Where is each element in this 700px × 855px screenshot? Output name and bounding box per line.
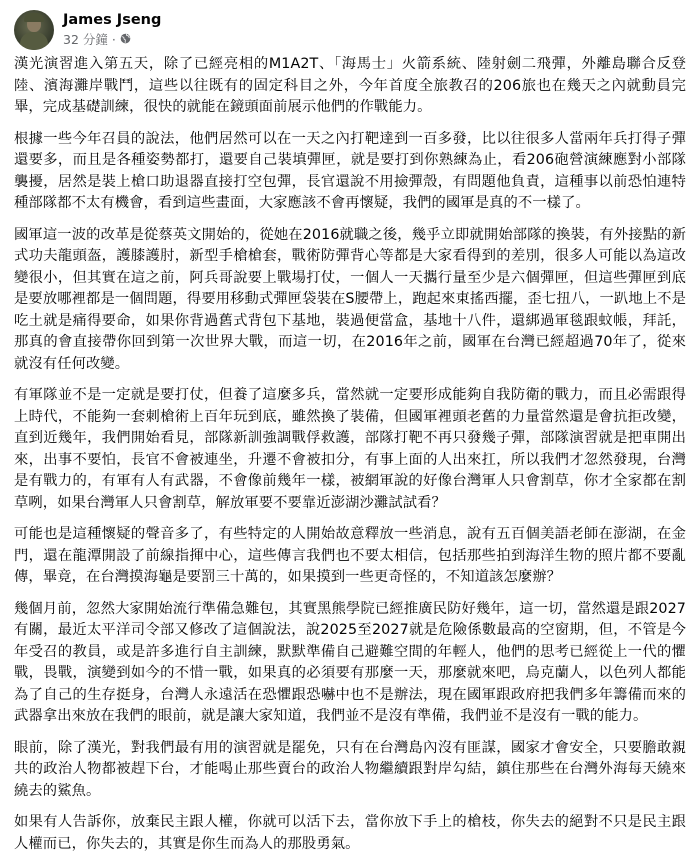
post-paragraph: 有軍隊並不是一定就是要打仗，但養了這麼多兵，當然就一定要形成能夠自我防衛的戰力，而且必需跟得上時代，不能夠一套刺槍術上百年玩到底，雖然換了裝備，但國軍裡頭老舊的力量當然還是會抗拒改變，直到近幾年，我們開始看見，部隊新訓強調戰俘救護，部隊打靶不再只發幾子彈，部隊演習就是把車開出來，出事不要怕，長官不會被連坐，升遷不會被扣分，有事上面的人出來扛，所以我們才忽然發現，台灣是有戰力的，有軍有人有武器，不會像前幾年一樣，被網軍說的好像台灣軍人只會割草，你才全家都在割草咧，如果台灣軍人只會割草，解放軍要不要靠近澎湖沙灘試試看？ <box>14 387 686 511</box>
post-timestamp[interactable]: 32 分鐘 <box>63 32 108 47</box>
post-header <box>14 0 686 54</box>
post-paragraph: 根據一些今年召員的說法，他們居然可以在一天之內打靶達到一百多發，比以往很多人當兩年兵打得子彈還要多，而且是各種姿勢都打，還要自己裝填彈匣，就是要打到你熟練為止，看206砲營演練應對小部隊襲擾，居然是裝上槍口助退器直接打空包彈，長官還說不用撿彈殼，有問題他負責，這種事以前恐怕連特種部隊都不太有機會，看到這些畫面，大家應該不會再懷疑，我們的國軍是真的不一樣了。 <box>14 130 686 211</box>
globe-icon[interactable] <box>120 31 131 48</box>
separator-dot: · <box>111 32 116 47</box>
post-body <box>14 54 686 855</box>
post-paragraph: 如果有人告訴你，放棄民主跟人權，你就可以活下去，當你放下手上的槍枝，你失去的絕對不只是民主跟人權而已，你失去的，其實是你生而為人的那股勇氣。 <box>14 814 686 852</box>
avatar[interactable] <box>14 10 54 50</box>
post-paragraph: 可能也是這種懷疑的聲音多了，有些特定的人開始故意釋放一些消息，說有五百個美語老師在澎湖，在金門，還在龍潭開設了前線指揮中心，這些傳言我們也不要太相信，包括那些拍到海洋生物的照片都不要亂傳，畢竟，在台灣摸海龜是要罰三十萬的，如果摸到一些更奇怪的，不知道該怎麼辦？ <box>14 526 686 585</box>
avatar-figure-helmet <box>24 13 44 22</box>
post-meta <box>63 10 161 48</box>
post-paragraph: 漢光演習進入第五天，除了已經亮相的M1A2T、「海馬士」火箭系統、陸射劍二飛彈，外離島聯合反登陸、濱海灘岸戰鬥，這些以往既有的固定科目之外，今年首度全旅教召的206旅也在幾天之內就動員完畢，完成基礎訓練，很快的就能在鏡頭面前展示他們的作戰能力。 <box>14 56 686 115</box>
post-subline <box>63 31 161 48</box>
avatar-figure-body <box>20 32 48 50</box>
post-paragraph: 幾個月前，忽然大家開始流行準備急難包，其實黑熊學院已經推廣民防好幾年，這一切，當然還是跟2027有關，最近太平洋司令部又修改了這個說法，說2025至2027就是危險係數最高的空窗期，但，不管是今年受召的教員，或是許多進行自主訓練，默默準備自己避難空間的年輕人，他們的思考已經從上一代的懼戰，畏戰，演變到如今的不惜一戰，如果真的必須要有那麼一天，那麼就來吧，烏克蘭人，以色列人都能為了自己的生存挺身，台灣人永遠活在恐懼跟恐嚇中也不是辦法，現在國軍跟政府把我們多年籌備而來的武器拿出來放在我們的眼前，就是讓大家知道，我們並不是沒有準備，我們並不是沒有一戰的能力。 <box>14 600 686 724</box>
post-paragraph: 國軍這一波的改革是從蔡英文開始的，從她在2016就職之後，幾乎立即就開始部隊的換裝，有外接點的新式功夫龍頭盔，護膝護肘，新型手槍槍套，戰術防彈背心等都是大家看得到的差別，很多人可能以為這改變很小，但其實在這之前，阿兵哥說要上戰場打仗，一個人一天攜行量至少是六個彈匣，但這些彈匣到底是要放哪裡都是一個問題，得要用移動式彈匣袋裝在S腰帶上，跑起來東搖西擺，歪七扭八，一趴地上不是吃土就是痛得要命，如果你背過舊式背包下基地，裝過便當盒，基地十八件，還綁過軍毯跟蚊帳，拜託，那真的會直接帶你回到第一次世界大戰，而這一切，在2016年之前，國軍在台灣已經超過70年了，從來就沒有任何改變。 <box>14 226 686 372</box>
author-name[interactable]: James Jseng <box>63 12 162 28</box>
post-paragraph: 眼前，除了漢光，對我們最有用的演習就是罷免，只有在台灣島內沒有匪謀，國家才會安全，只要膽敢親共的政治人物都被趕下台，才能喝止那些賣台的政治人物繼續跟對岸勾結，鎮住那些在台灣外海每天繞來繞去的鯊魚。 <box>14 739 686 799</box>
